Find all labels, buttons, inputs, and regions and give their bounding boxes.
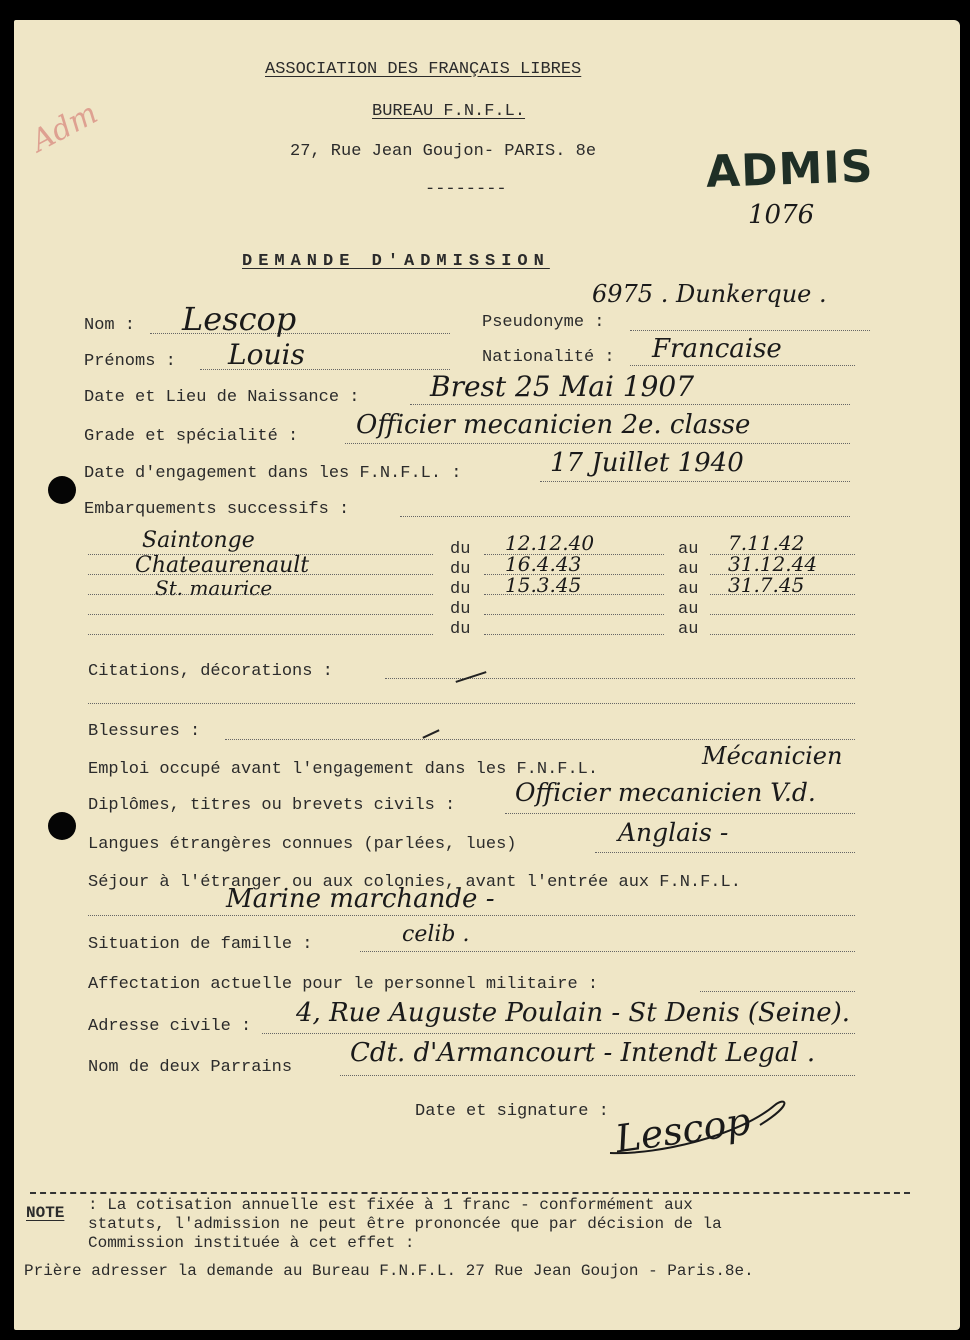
adresse-line [262,1033,855,1034]
grade-value: Officier mecanicien 2e. classe [356,410,751,440]
au-label: au [678,560,699,579]
du-line [484,614,664,615]
au-line [710,634,855,635]
du-label: du [450,600,471,619]
ship-line [88,614,433,615]
association-title: ASSOCIATION DES FRANÇAIS LIBRES [265,60,582,79]
engagement-value: 17 Juillet 1940 [550,448,744,478]
du-label: du [450,540,471,559]
pseudonyme-line [630,330,870,331]
bureau-title: BUREAU F.N.F.L. [372,102,526,121]
footer-separator [30,1192,910,1194]
note-label: NOTE [26,1204,65,1222]
sejour-value: Marine marchande - [226,884,495,914]
langues-value: Anglais - [618,818,729,847]
au-label: au [678,580,699,599]
famille-line [360,951,855,952]
embarquements-line [400,516,850,517]
adresse-value: 4, Rue Auguste Poulain - St Denis (Seine). [296,998,851,1028]
prenoms-value: Louis [228,338,305,371]
ship-line [88,554,433,555]
parrains-line [340,1075,855,1076]
affectation-label: Affectation actuelle pour le personnel militaire : [88,975,599,994]
nationalite-label: Nationalité : [482,348,615,367]
du-date-3: 15.3.45 [505,573,582,597]
diplomes-line [505,813,855,814]
blessures-label: Blessures : [88,722,201,741]
famille-label: Situation de famille : [88,935,313,954]
du-label: du [450,620,471,639]
engagement-label: Date d'engagement dans les F.N.F.L. : [84,464,462,483]
signature: Lescop [612,1098,754,1162]
naissance-value: Brest 25 Mai 1907 [430,370,695,403]
nom-value: Lescop [182,300,297,338]
au-date-3: 31.7.45 [728,573,805,597]
citations-line-2 [88,703,855,704]
grade-label: Grade et spécialité : [84,427,299,446]
diplomes-label: Diplômes, titres ou brevets civils : [88,796,456,815]
bureau-address: 27, Rue Jean Goujon- PARIS. 8e [290,142,597,161]
pseudonyme-label: Pseudonyme : [482,313,605,332]
du-label: du [450,560,471,579]
parrains-label: Nom de deux Parrains [88,1058,293,1077]
emploi-label: Emploi occupé avant l'engagement dans les F.N.F.L. [88,760,599,779]
punch-hole-top [48,476,76,504]
naissance-label: Date et Lieu de Naissance : [84,388,360,407]
citations-label: Citations, décorations : [88,662,333,681]
citations-line [385,678,855,679]
au-label: au [678,600,699,619]
au-line [710,614,855,615]
au-label: au [678,540,699,559]
nationalite-value: Francaise [652,334,782,364]
note-line-2: statuts, l'admission ne peut être prononcée que par décision de la [88,1215,722,1233]
au-date-1: 7.11.42 [728,531,805,555]
au-label: au [678,620,699,639]
footer-address: Prière adresser la demande au Bureau F.N.F.L. 27 Rue Jean Goujon - Paris.8e. [24,1262,754,1280]
langues-label: Langues étrangères connues (parlées, lues) [88,835,517,854]
au-date-2: 31.12.44 [728,552,818,576]
sejour-label: Séjour à l'étranger ou aux colonies, avant l'entrée aux F.N.F.L. [88,873,741,892]
blessures-line [225,739,855,740]
grade-line [345,443,850,444]
ship-line [88,574,433,575]
du-label: du [450,580,471,599]
engagement-line [540,481,850,482]
ship-line [88,594,433,595]
punch-hole-bottom [48,812,76,840]
embarquements-label: Embarquements successifs : [84,500,350,519]
affectation-line [700,991,855,992]
du-line [484,634,664,635]
langues-line [595,852,855,853]
note-line-3: Commission instituée à cet effet : [88,1234,415,1252]
ship-name-1: Saintonge [142,528,255,553]
naissance-line [410,404,850,405]
signature-flourish [600,1095,800,1165]
ship-name-2: Chateaurenault [135,553,310,578]
header-dashes: -------- [425,180,507,199]
document-title: DEMANDE D'ADMISSION [242,252,550,271]
margin-note: Adm [25,95,104,160]
diplomes-value: Officier mecanicien V.d. [515,778,816,807]
parrains-value: Cdt. d'Armancourt - Intendt Legal . [350,1038,816,1068]
signature-label: Date et signature : [415,1102,609,1121]
emploi-value: Mécanicien [702,742,843,770]
ship-line [88,634,433,635]
nationalite-line [630,365,855,366]
adresse-label: Adresse civile : [88,1017,252,1036]
sejour-line [88,915,855,916]
registration-number: 6975 . Dunkerque . [592,280,827,308]
prenoms-label: Prénoms : [84,352,176,371]
ship-name-3: St. maurice [155,576,273,600]
du-date-2: 16.4.43 [505,552,582,576]
nom-label: Nom : [84,316,136,335]
du-date-1: 12.12.40 [505,531,595,555]
famille-value: celib . [402,922,470,947]
admission-number: 1076 [748,200,815,230]
note-line-1: : La cotisation annuelle est fixée à 1 franc - conformément aux [88,1196,693,1214]
admis-stamp: ADMIS [705,141,875,198]
